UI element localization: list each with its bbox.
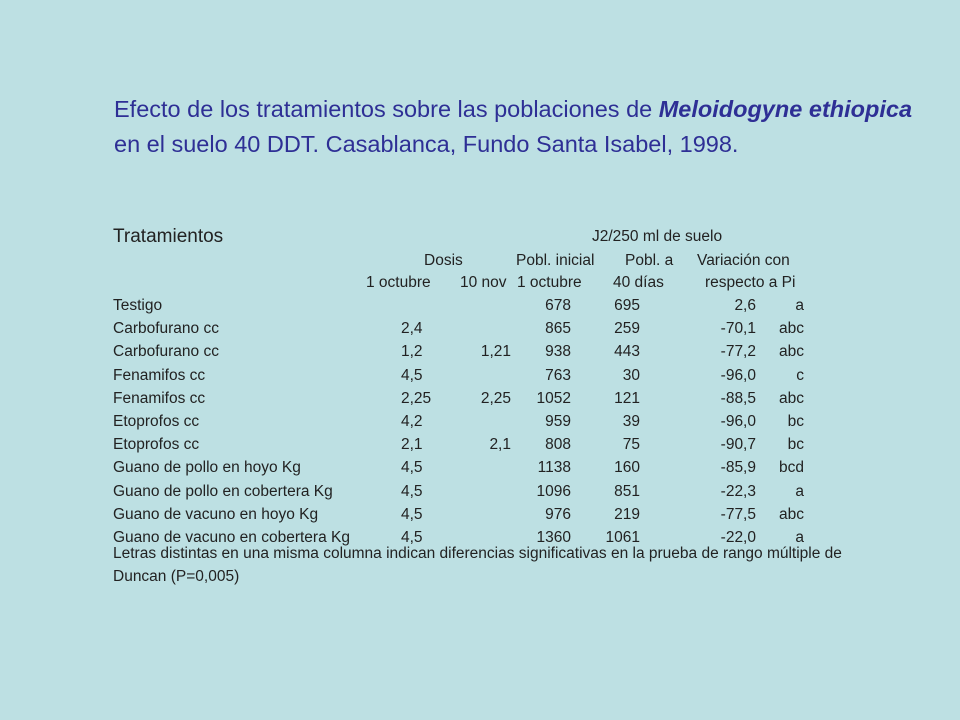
header-pobl-inicial: Pobl. inicial — [516, 252, 595, 269]
cell-pobl-inicial: 1138 — [537, 459, 571, 477]
cell-treatment: Etoprofos cc — [113, 413, 200, 430]
cell-variacion: -22,0 — [720, 529, 756, 546]
header-40-dias: 40 días — [613, 274, 664, 291]
header-dosis: Dosis — [424, 252, 463, 269]
cell-pobl-inicial: 1096 — [536, 482, 571, 500]
cell-pobl-40: 75 — [622, 436, 640, 454]
title-species: Meloidogyne ethiopica — [658, 96, 913, 122]
cell-treatment: Guano de pollo en cobertera Kg — [113, 482, 333, 500]
cell-treatment: Guano de vacuno en cobertera Kg — [113, 529, 350, 546]
cell-pobl-inicial: 938 — [545, 343, 571, 361]
cell-dose-nov: 2,1 — [489, 436, 511, 454]
cell-dose-oct: 1,2 — [401, 343, 423, 361]
cell-dose-oct: 4,5 — [401, 482, 423, 500]
cell-variacion: -85,9 — [720, 459, 756, 477]
cell-treatment: Guano de pollo en hoyo Kg — [113, 459, 301, 477]
header-1-octubre-2: 1 octubre — [517, 274, 582, 291]
header-pobl-a: Pobl. a — [625, 252, 674, 269]
cell-pobl-inicial: 1360 — [536, 529, 571, 546]
cell-significance: c — [796, 366, 804, 384]
cell-pobl-inicial: 808 — [545, 436, 571, 454]
cell-pobl-inicial: 959 — [545, 413, 571, 430]
cell-variacion: -70,1 — [720, 320, 756, 338]
cell-dose-oct: 2,25 — [401, 389, 432, 407]
header-group: J2/250 ml de suelo — [592, 228, 723, 245]
cell-dose-oct: 2,4 — [401, 320, 423, 338]
header-tratamientos: Tratamientos — [113, 226, 224, 247]
header-variacion: Variación con — [697, 252, 790, 269]
cell-significance: bc — [787, 436, 804, 454]
cell-variacion: -22,3 — [720, 482, 756, 500]
cell-significance: a — [795, 482, 804, 500]
cell-pobl-40: 160 — [614, 459, 640, 477]
cell-variacion: -96,0 — [720, 413, 756, 430]
cell-dose-oct: 4,2 — [401, 413, 423, 430]
header-respecto: respecto a Pi — [705, 274, 796, 291]
cell-pobl-40: 219 — [614, 505, 640, 523]
cell-dose-oct: 2,1 — [401, 436, 423, 454]
cell-significance: abc — [779, 389, 804, 407]
footnote: Letras distintas en una misma columna indican diferencias significativas en la prueba de rango múltiple de Duncan (P=0,005) — [113, 545, 842, 585]
header-10-nov: 10 nov — [460, 274, 507, 291]
cell-dose-oct: 4,5 — [401, 529, 423, 546]
cell-pobl-40: 259 — [614, 320, 640, 338]
cell-dose-nov: 1,21 — [480, 343, 511, 361]
cell-significance: abc — [779, 320, 804, 338]
cell-treatment: Fenamifos cc — [113, 366, 206, 384]
cell-dose-oct: 4,5 — [401, 505, 423, 523]
cell-variacion: 2,6 — [734, 297, 756, 314]
cell-significance: a — [795, 529, 804, 546]
cell-variacion: -88,5 — [720, 389, 756, 407]
cell-pobl-40: 1061 — [605, 529, 640, 546]
cell-significance: abc — [779, 343, 804, 361]
cell-pobl-inicial: 976 — [545, 505, 571, 523]
cell-treatment: Fenamifos cc — [113, 389, 206, 407]
cell-variacion: -77,2 — [720, 343, 756, 361]
cell-variacion: -90,7 — [720, 436, 756, 454]
cell-pobl-inicial: 763 — [545, 366, 571, 384]
cell-treatment: Carbofurano cc — [113, 320, 219, 338]
cell-dose-oct: 4,5 — [401, 459, 423, 477]
title-part2: en el suelo 40 DDT. Casablanca, Fundo Santa Isabel, 1998. — [114, 131, 739, 157]
header-1-octubre: 1 octubre — [366, 274, 431, 291]
cell-pobl-40: 443 — [614, 343, 640, 361]
cell-pobl-40: 695 — [614, 297, 640, 314]
cell-dose-oct: 4,5 — [401, 366, 423, 384]
cell-variacion: -77,5 — [720, 505, 756, 523]
cell-pobl-40: 39 — [622, 413, 640, 430]
cell-pobl-40: 30 — [622, 366, 640, 384]
cell-treatment: Guano de vacuno en hoyo Kg — [113, 505, 319, 523]
cell-treatment: Etoprofos cc — [113, 436, 200, 454]
title-part1: Efecto de los tratamientos sobre las poblaciones de — [114, 96, 659, 122]
cell-pobl-inicial: 1052 — [536, 389, 571, 407]
cell-dose-nov: 2,25 — [480, 389, 511, 407]
cell-pobl-inicial: 865 — [545, 320, 571, 338]
cell-pobl-40: 851 — [614, 482, 640, 500]
cell-significance: a — [795, 297, 804, 314]
cell-treatment: Carbofurano cc — [113, 343, 219, 361]
cell-significance: abc — [779, 505, 804, 523]
cell-pobl-inicial: 678 — [545, 297, 571, 314]
cell-significance: bcd — [779, 459, 804, 477]
cell-variacion: -96,0 — [720, 366, 756, 384]
cell-significance: bc — [787, 413, 804, 430]
cell-treatment: Testigo — [113, 297, 163, 314]
cell-pobl-40: 121 — [614, 389, 640, 407]
